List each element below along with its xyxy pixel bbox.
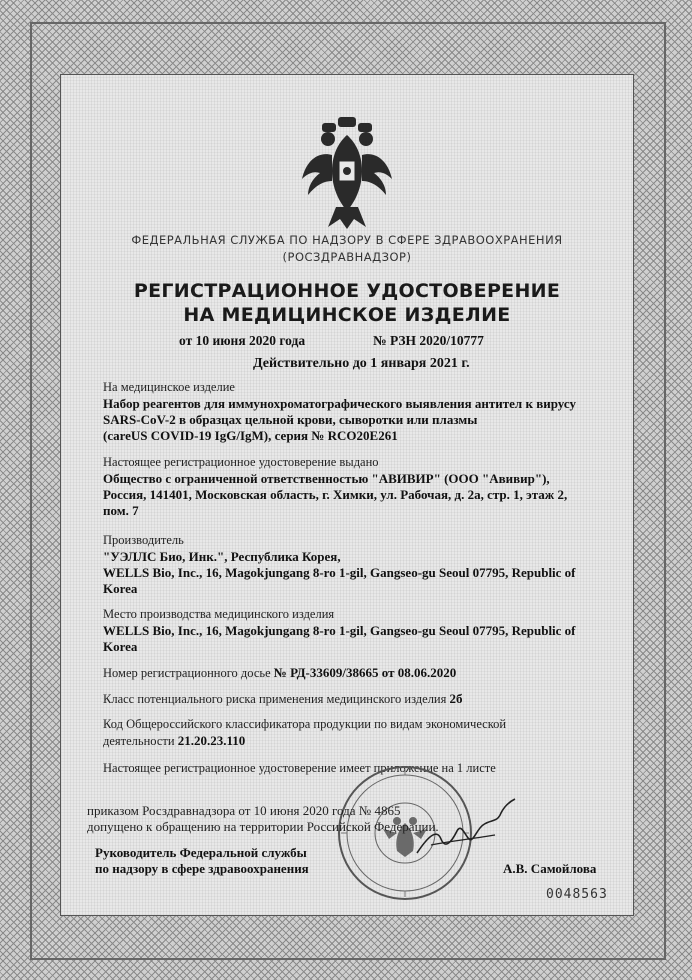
dossier-label: Номер регистрационного досье	[103, 666, 271, 680]
signatory-title: Руководитель Федеральной службы	[95, 845, 307, 860]
signatory-title: по надзору в сфере здравоохранения	[95, 861, 309, 876]
validity-date: Действительно до 1 января 2021 г.	[253, 356, 470, 371]
device-name-line: Набор реагентов для иммунохроматографического выявления антител к вирусу	[103, 396, 576, 411]
holder-line: пом. 7	[103, 503, 139, 518]
okpd-label: Код Общероссийского классификатора продукции по видам экономической	[103, 717, 507, 731]
manufacturer-line: Korea	[103, 581, 138, 596]
okpd-row	[103, 733, 245, 749]
holder-line: Общество с ограниченной ответственностью "АВИВИР" (ООО "Авивир"),	[103, 471, 550, 486]
dossier-value: № РД-33609/38665 от 08.06.2020	[273, 665, 457, 680]
manufacturer-line: "УЭЛЛС Био, Инк.", Республика Корея,	[103, 549, 341, 564]
appendix-note: Настоящее регистрационное удостоверение имеет приложение на 1 листе	[103, 761, 496, 775]
risk-class-row	[103, 691, 463, 707]
device-name-line: (careUS COVID-19 IgG/IgM), серия № RCO20E261	[103, 428, 398, 443]
certificate-body	[60, 74, 634, 916]
document-title: РЕГИСТРАЦИОННОЕ УДОСТОВЕРЕНИЕ	[133, 280, 561, 302]
order-line: допущено к обращению на территории Российской Федерации.	[87, 819, 439, 834]
dossier-row	[103, 665, 456, 681]
holder-line: Россия, 141401, Московская область, г. Химки, ул. Рабочая, д. 2а, стр. 1, этаж 2,	[103, 487, 568, 502]
device-label: На медицинское изделие	[103, 380, 235, 394]
okpd-value: 21.20.23.110	[177, 733, 246, 748]
signatory-name: А.В. Самойлова	[503, 861, 597, 876]
double-headed-eagle-icon	[298, 115, 396, 231]
document-subtitle: НА МЕДИЦИНСКОЕ ИЗДЕЛИЕ	[183, 304, 511, 326]
risk-class-label: Класс потенциального риска применения медицинского изделия	[103, 692, 447, 706]
production-site-line: WELLS Bio, Inc., 16, Magokjungang 8-ro 1-gil, Gangseo-gu Seoul 07795, Republic of	[103, 623, 576, 638]
manufacturer-line: WELLS Bio, Inc., 16, Magokjungang 8-ro 1-gil, Gangseo-gu Seoul 07795, Republic of	[103, 565, 576, 580]
handwritten-signature	[411, 795, 521, 865]
agency-name: ФЕДЕРАЛЬНАЯ СЛУЖБА ПО НАДЗОРУ В СФЕРЕ ЗДРАВООХРАНЕНИЯ	[131, 233, 563, 247]
holder-label: Настоящее регистрационное удостоверение выдано	[103, 455, 379, 469]
agency-abbreviation: (РОСЗДРАВНАДЗОР)	[282, 250, 412, 264]
production-site-line: Korea	[103, 639, 138, 654]
serial-number: 0048563	[546, 887, 608, 902]
okpd-label-cont: деятельности	[103, 734, 175, 748]
risk-class-value: 2б	[449, 691, 463, 706]
production-site-label: Место производства медицинского изделия	[103, 607, 335, 621]
device-name-line: SARS-CoV-2 в образцах цельной крови, сыворотки или плазмы	[103, 412, 478, 427]
manufacturer-label: Производитель	[103, 533, 184, 547]
order-line: приказом Росздравнадзора от 10 июня 2020 года № 4865	[87, 803, 401, 818]
registration-number: № РЗН 2020/10777	[373, 333, 484, 348]
issue-date: от 10 июня 2020 года	[179, 333, 306, 348]
